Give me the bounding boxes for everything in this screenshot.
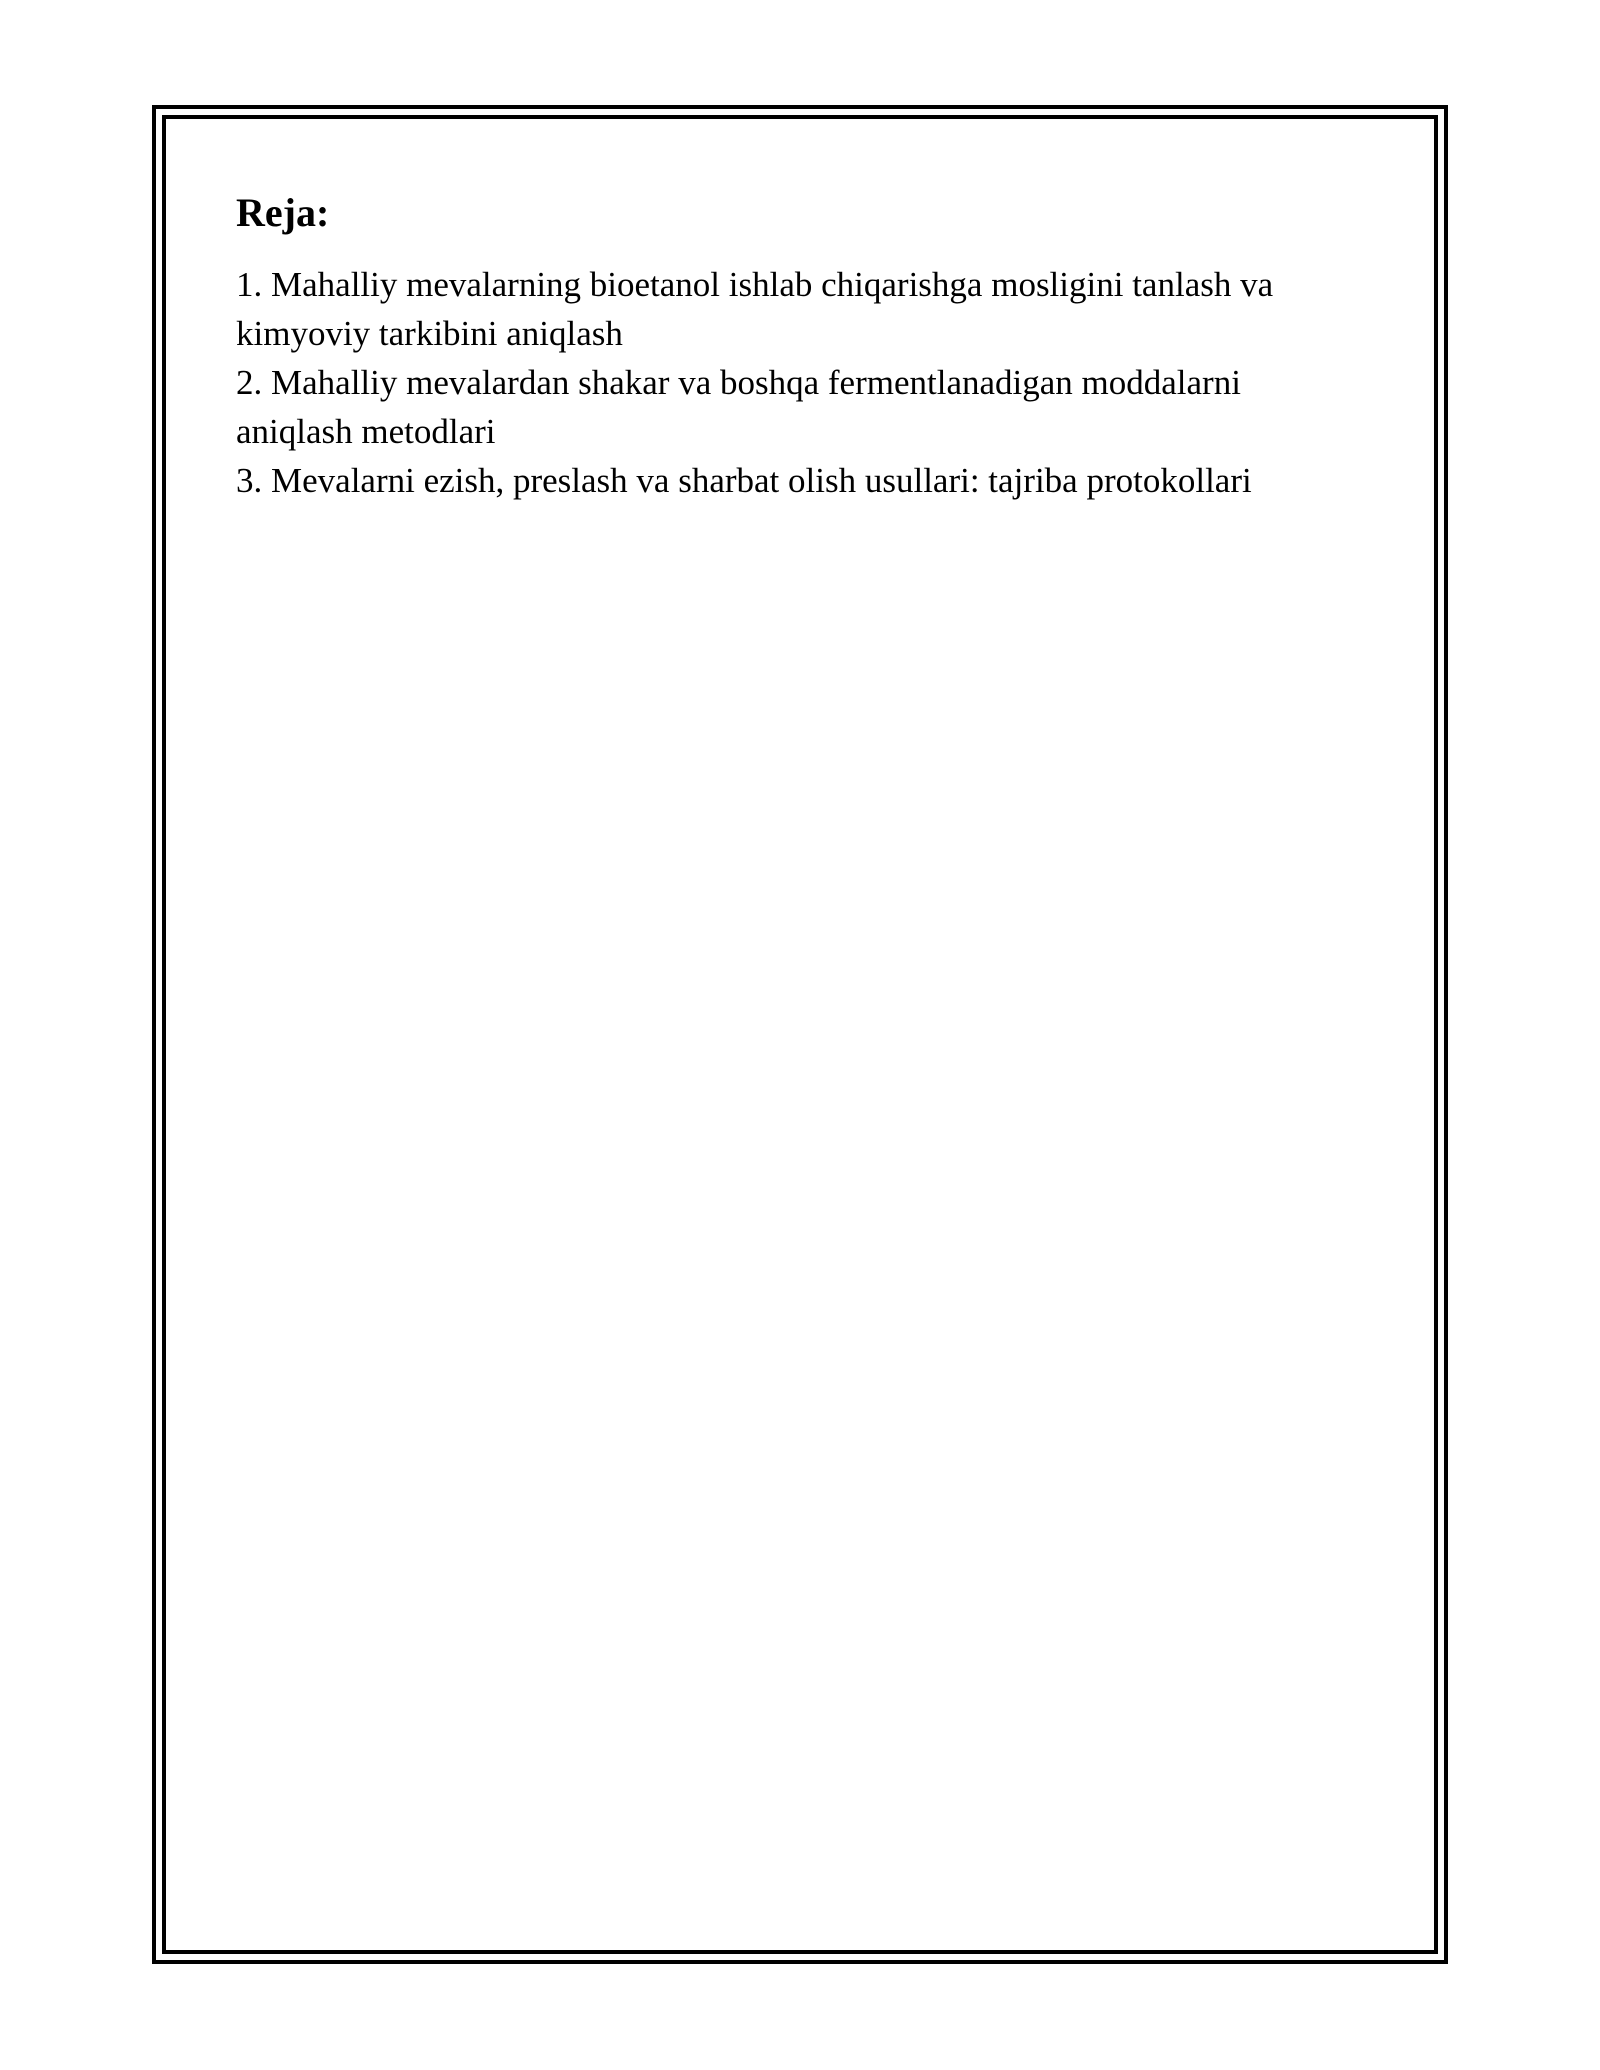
plan-heading: Reja: — [236, 190, 330, 235]
plan-item-1: 1. Mahalliy mevalarning bioetanol ishlab chiqarishga mosligini tanlash va kimyoviy tarkibini aniqlash — [236, 265, 1274, 353]
plan-item-3: 3. Mevalarni ezish, preslash va sharbat olish usullari: tajriba protokollari — [236, 461, 1252, 500]
document-content — [236, 188, 1356, 505]
plan-item-2: 2. Mahalliy mevalardan shakar va boshqa fermentlanadigan moddalarni aniqlash metodlari — [236, 363, 1241, 451]
plan-list — [236, 260, 1356, 505]
